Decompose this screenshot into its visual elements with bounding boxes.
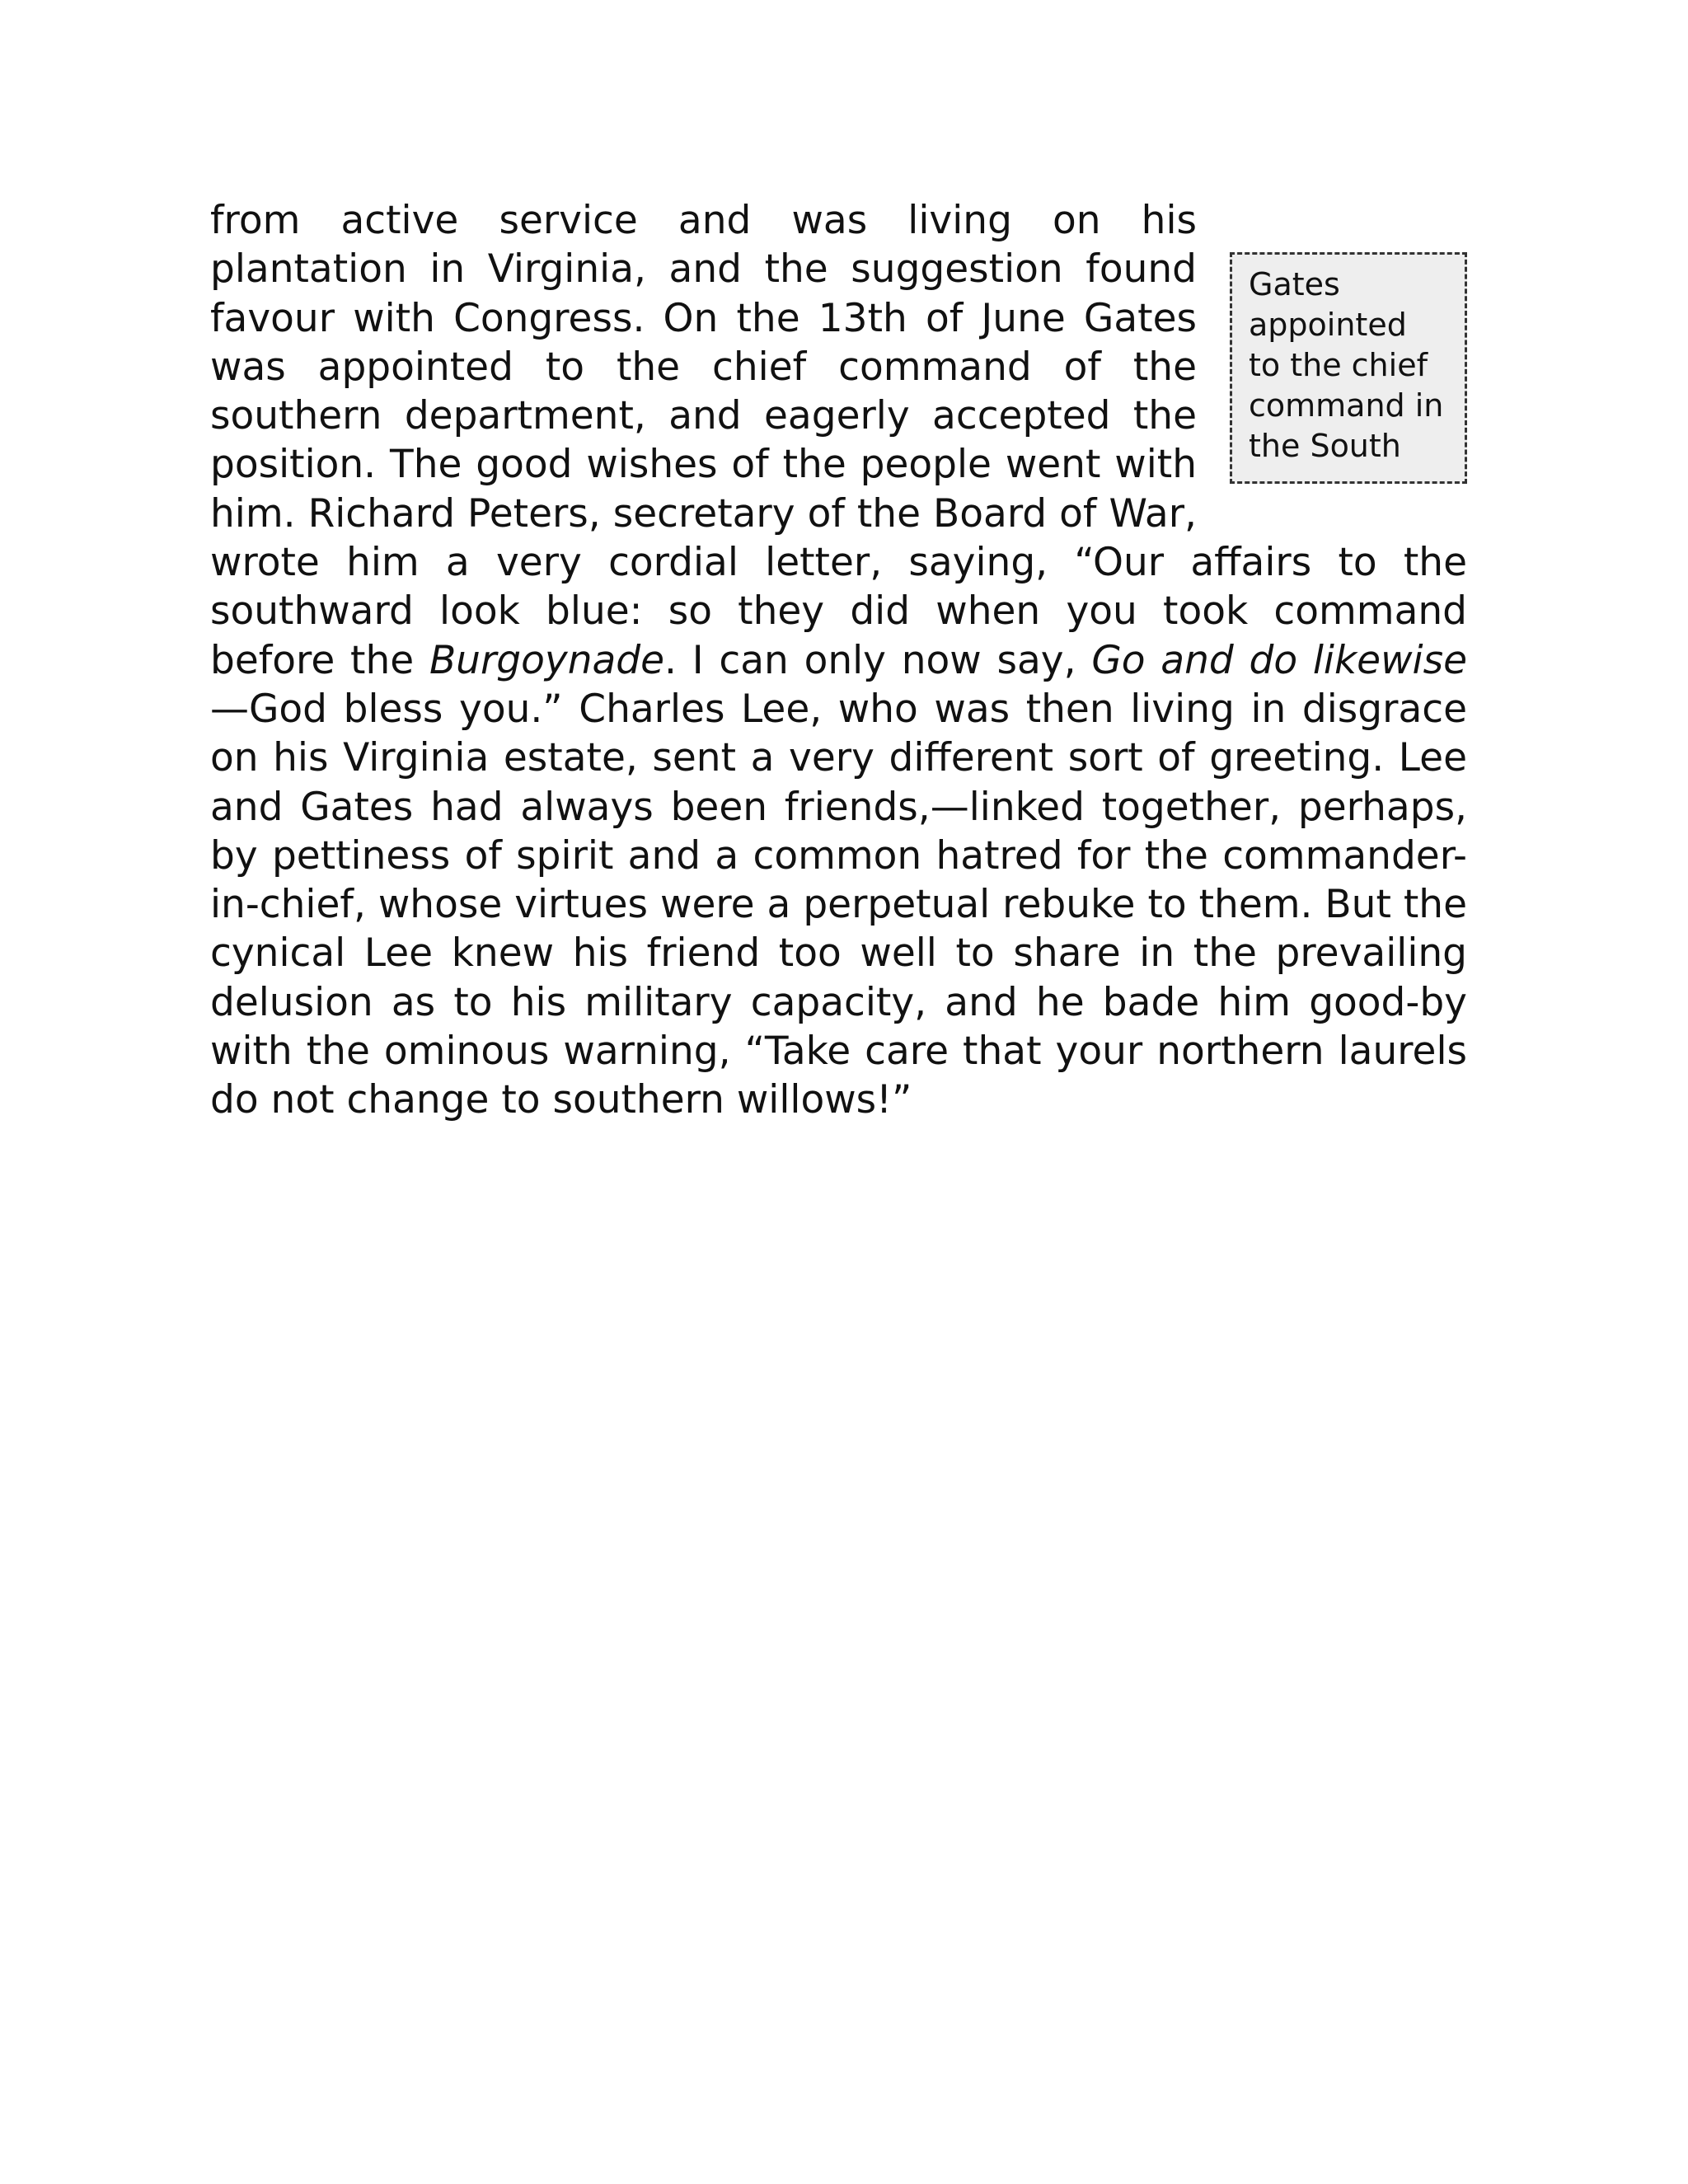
margin-note-line: the South: [1249, 428, 1401, 464]
margin-note-line: to the chief: [1249, 347, 1428, 383]
text-segment: from active service and was living on his plantation in Virginia, and the suggestion found favour with Congress. On the 13th of June Gates was appointed to the chief command of the southern department, and eagerly accepted the position. The good wishes of the people went with him. Richard Peters, secretary of the Board of War, wrote him a very cordial letter, saying, “Our affairs to the southward look blue: so they did when you took command before the: [210, 198, 1467, 683]
body-text: [210, 196, 1467, 1125]
margin-note-line: Gates: [1249, 266, 1340, 302]
italic-term-burgoynade: Burgoynade: [429, 637, 665, 683]
italic-quote: Go and do likewise: [1091, 637, 1467, 683]
margin-note-line: command in: [1249, 387, 1444, 424]
margin-note-line: appointed: [1249, 307, 1407, 343]
text-segment: —God bless you.” Charles Lee, who was then living in disgrace on his Virginia estate, sent a very different sort of greeting. Lee and Gates had always been friends,—linked together, perhaps, by pettiness of spirit and a common hatred for the commander-in-chief, whose virtues were a perpetual rebuke to them. But the cynical Lee knew his friend too well to share in the prevailing delusion as to his military capacity, and he bade him good-by with the ominous warning, “Take care that your northern laurels do not change to southern willows!”: [210, 686, 1467, 1123]
text-segment: . I can only now say,: [664, 637, 1092, 683]
margin-note: [1230, 252, 1467, 484]
